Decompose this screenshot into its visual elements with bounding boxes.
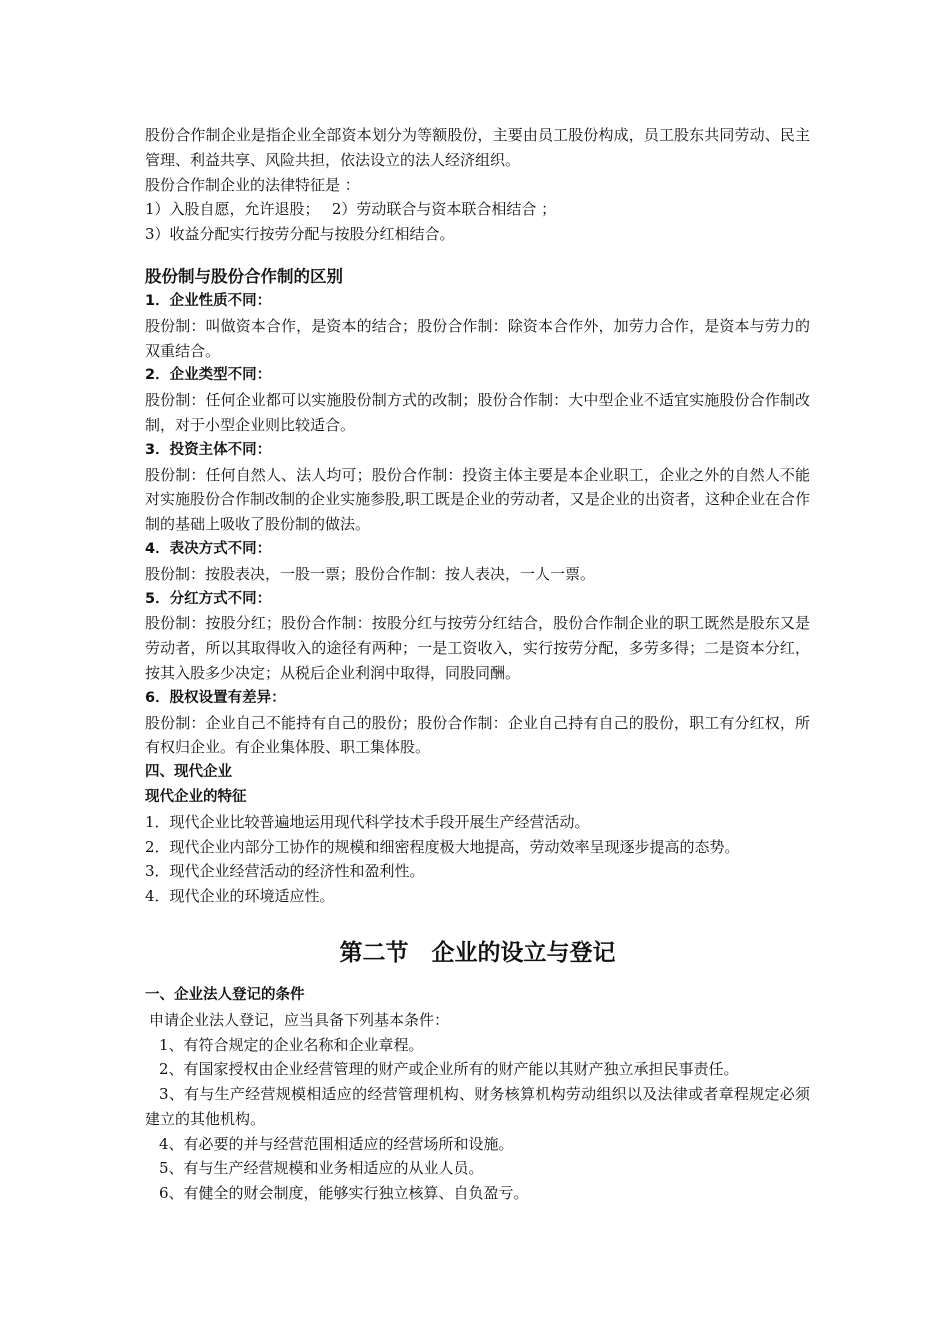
intro-paragraph-features-lead: 股份合作制企业的法律特征是 ： bbox=[145, 175, 360, 194]
diff-item-title: 4．表决方式不同： bbox=[145, 540, 272, 557]
registration-condition-item: 6、有健全的财会制度，能够实行独立核算、自负盈亏。 bbox=[159, 1184, 529, 1203]
diff-item-title: 6．股权设置有差异： bbox=[145, 689, 286, 706]
intro-paragraph-feature-1-2: 1）入股自愿，允许退股； 2）劳动联合与资本联合相结合 ； bbox=[145, 200, 557, 219]
diff-item-text: 股份制：企业自己不能持有自己的股份；股份合作制：企业自己持有自己的股份，职工有分红权，所有权归企业。有企业集体股、职工集体股。 bbox=[145, 713, 810, 757]
diff-item-text: 股份制：任何企业都可以实施股份制方式的改制；股份合作制：大中型企业不适宜实施股份合作制改制，对于小型企业则比较适合。 bbox=[145, 391, 810, 434]
diff-item-title: 1．企业性质不同： bbox=[145, 292, 272, 309]
section-heading-difference: 股份制与股份合作制的区别 bbox=[145, 266, 343, 286]
diff-item-text: 股份制：按股表决，一股一票；股份合作制：按人表决，一人一票。 bbox=[145, 564, 596, 583]
diff-item-text: 股份制：按股分红；股份合作制：按股分红与按劳分红结合，股份合作制企业的职工既然是股东又是劳动者，所以其取得收入的途径有两种；一是工资收入，实行按劳分配，多劳多得；二是资本分红，按其入股多少决定；从税后企业利润中取得，同股同酬。 bbox=[145, 614, 810, 682]
intro-paragraph-feature-3: 3）收益分配实行按劳分配与按股分红相结合。 bbox=[145, 225, 455, 244]
document-page bbox=[145, 123, 810, 1206]
modern-feature-item: 3．现代企业经营活动的经济性和盈利性。 bbox=[145, 862, 425, 881]
modern-feature-item: 2．现代企业内部分工协作的规模和细密程度极大地提高，劳动效率呈现逐步提高的态势。 bbox=[145, 837, 740, 856]
subheading-modern-features: 现代企业的特征 bbox=[145, 788, 247, 805]
registration-condition-item: 5、有与生产经营规模和业务相适应的从业人员。 bbox=[159, 1159, 484, 1178]
diff-item-title: 2．企业类型不同： bbox=[145, 367, 272, 384]
modern-feature-item: 4．现代企业的环境适应性。 bbox=[145, 887, 335, 906]
diff-item-title: 3．投资主体不同： bbox=[145, 441, 272, 458]
diff-item-text: 股份制：任何自然人、法人均可；股份合作制：投资主体主要是本企业职工，企业之外的自然人不能对实施股份合作制改制的企业实施参股,职工既是企业的劳动者，又是企业的出资者，这种企业在合作制的基础上吸收了股份制的做法。 bbox=[145, 465, 810, 534]
registration-condition-item: 1、有符合规定的企业名称和企业章程。 bbox=[159, 1035, 424, 1054]
registration-condition-item: 3、有与生产经营规模相适应的经营管理机构、财务核算机构劳动组织以及法律或者章程规定必须建立的其他机构。 bbox=[145, 1085, 810, 1128]
chapter-title: 第二节 企业的设立与登记 bbox=[339, 938, 616, 966]
diff-item-text: 股份制：叫做资本合作，是资本的结合；股份合作制：除资本合作外，加劳力合作，是资本与劳力的双重结合。 bbox=[145, 316, 810, 360]
diff-item-title: 5．分红方式不同： bbox=[145, 590, 272, 607]
section-heading-registration-conditions: 一、企业法人登记的条件 bbox=[145, 986, 305, 1003]
section-heading-modern-enterprise: 四、现代企业 bbox=[145, 764, 232, 781]
registration-condition-item: 2、有国家授权由企业经营管理的财产或企业所有的财产能以其财产独立承担民事责任。 bbox=[159, 1060, 739, 1079]
registration-condition-item: 4、有必要的并与经营范围相适应的经营场所和设施。 bbox=[159, 1134, 514, 1153]
registration-lead: 申请企业法人登记，应当具备下列基本条件： bbox=[149, 1010, 450, 1029]
intro-paragraph-definition: 股份合作制企业是指企业全部资本划分为等额股份，主要由员工股份构成，员工股东共同劳动、民主管理、利益共享、风险共担，依法设立的法人经济组织。 bbox=[145, 126, 810, 169]
modern-feature-item: 1．现代企业比较普遍地运用现代科学技术手段开展生产经营活动。 bbox=[145, 812, 590, 831]
